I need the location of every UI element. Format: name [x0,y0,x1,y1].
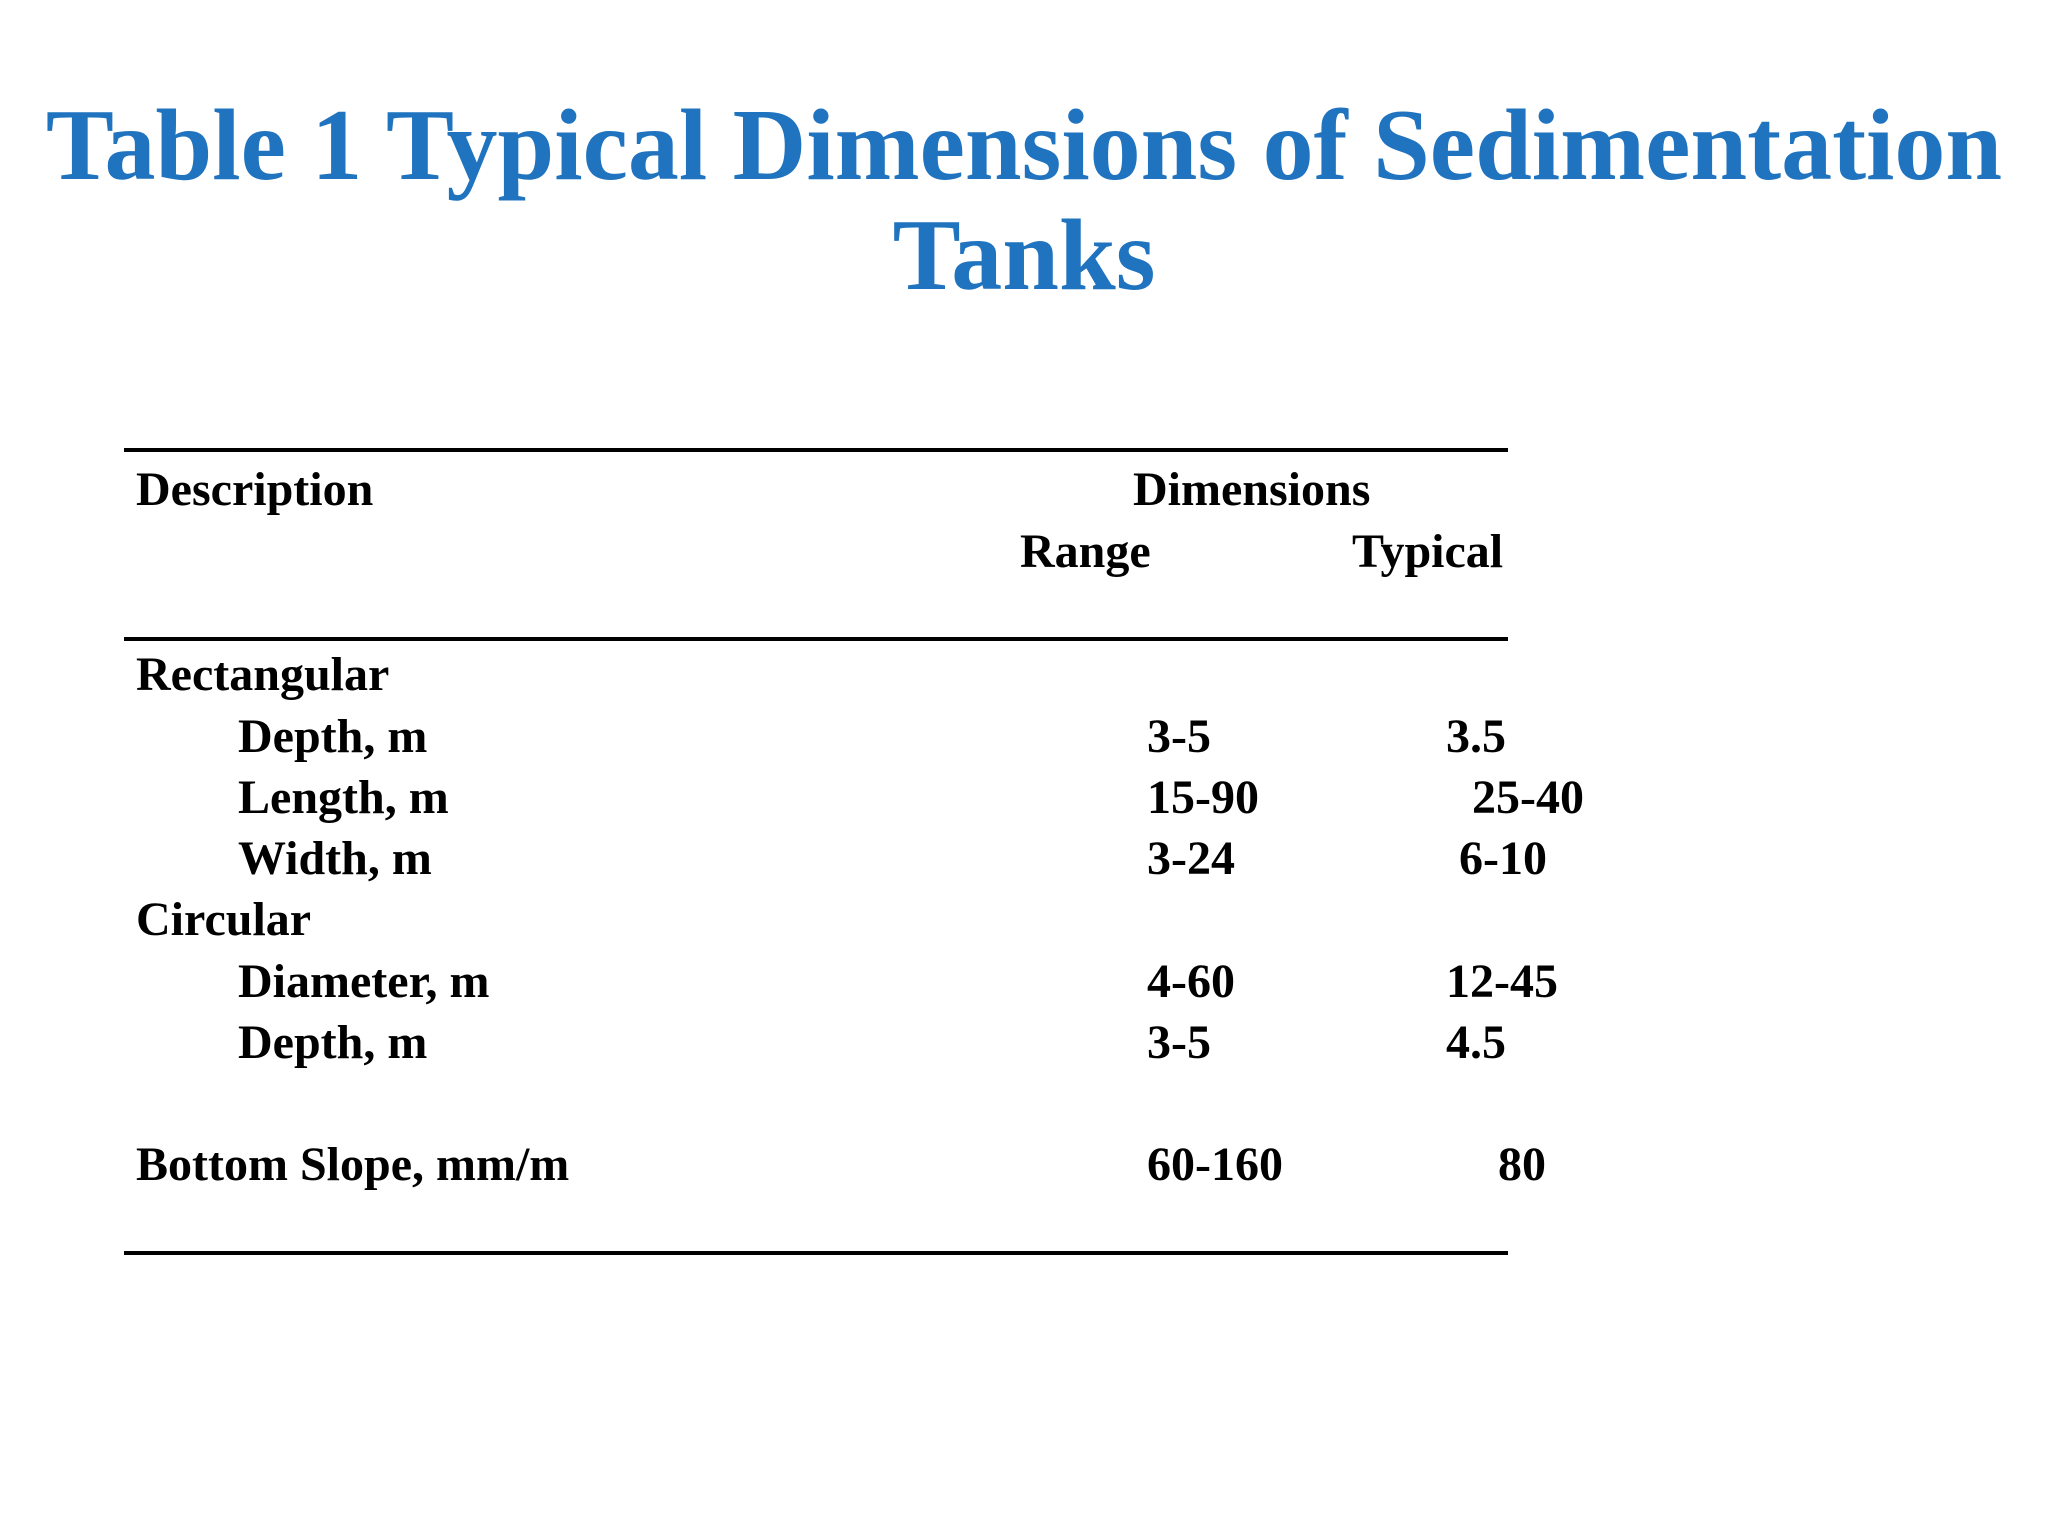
table-row-label: Depth, m [238,1016,428,1069]
table-row-label: Width, m [238,832,432,885]
table-bottom-rule [124,1251,1508,1255]
table-row-range: 15-90 [1147,771,1259,824]
table-row-typical: 4.5 [1446,1016,1506,1069]
table-header-rule [124,637,1508,641]
table-row-range: 60-160 [1147,1138,1283,1191]
header-description: Description [136,463,374,516]
table-row-typical: 12-45 [1446,955,1558,1008]
table-row-typical: 3.5 [1446,710,1506,763]
table-row-label: Diameter, m [238,955,490,1008]
table-row-label: Length, m [238,771,449,824]
table-row-group-circular: Circular [136,893,312,946]
table-row-label: Depth, m [238,710,428,763]
table-row-range: 3-5 [1147,710,1211,763]
table-row-range: 3-24 [1147,832,1235,885]
title-line-2: Tanks [892,199,1156,312]
header-typical: Typical [1352,525,1504,578]
table-top-rule [124,448,1508,452]
table-row-typical: 25-40 [1472,771,1584,824]
title-line-1: Table 1 Typical Dimensions of Sedimentation [45,89,2003,202]
table-row-label: Bottom Slope, mm/m [136,1138,570,1191]
table-row-range: 3-5 [1147,1016,1211,1069]
table-row-range: 4-60 [1147,955,1235,1008]
table-row-group-rectangular: Rectangular [136,648,390,701]
header-dimensions: Dimensions [1133,463,1371,516]
header-range: Range [1020,525,1151,578]
table-row-typical: 6-10 [1459,832,1547,885]
table-row-typical: 80 [1498,1138,1546,1191]
